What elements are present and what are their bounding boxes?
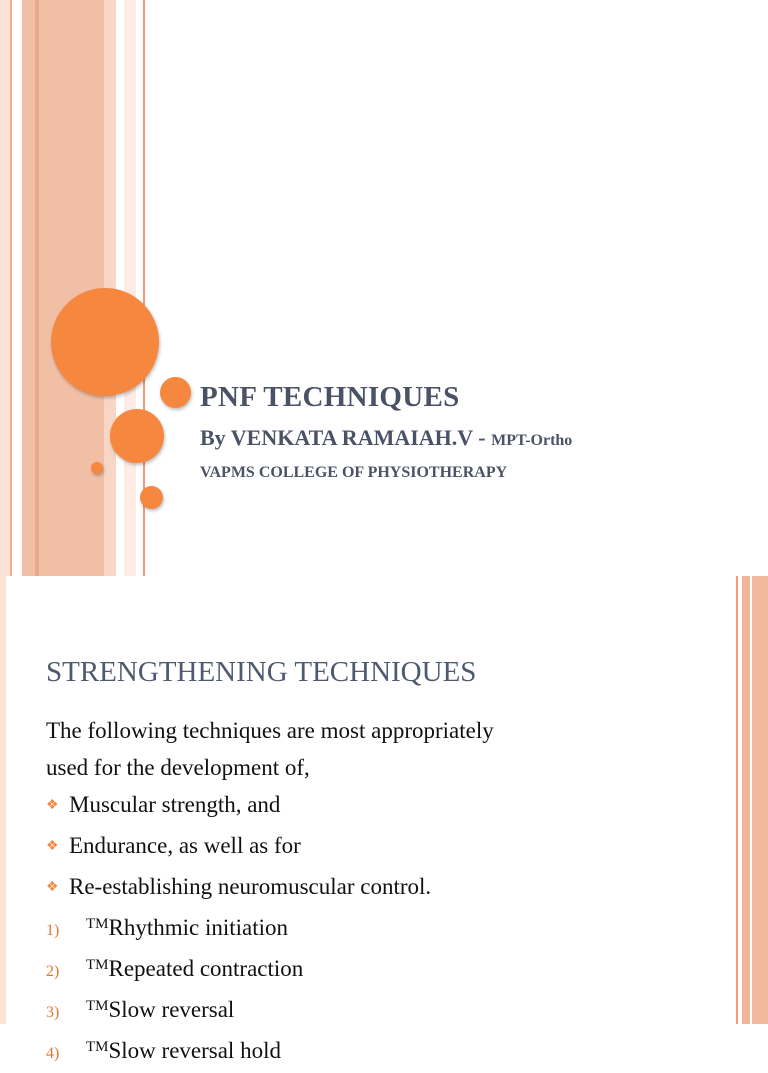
decorative-circle-small <box>140 486 163 509</box>
slide-body <box>46 712 606 1073</box>
author-byline <box>200 425 572 451</box>
author-name: By VENKATA RAMAIAH.V - <box>200 425 492 450</box>
numbered-item <box>46 1032 606 1073</box>
diamond-bullet-icon: ❖ <box>46 798 59 813</box>
intro-line: used for the development of, <box>46 755 310 780</box>
intro-line: The following techniques are most appropriately <box>46 718 494 743</box>
item-number: 1) <box>46 922 60 939</box>
content-slide <box>0 576 768 1063</box>
presentation-title: PNF TECHNIQUES <box>200 381 460 413</box>
list-item <box>46 827 606 868</box>
decorative-stripe <box>752 576 768 1024</box>
trademark-mark: TM <box>86 957 109 973</box>
decorative-stripe <box>0 0 10 576</box>
trademark-mark: TM <box>86 998 109 1014</box>
numbered-item <box>46 950 606 991</box>
college-name: VAPMS COLLEGE OF PHYSIOTHERAPY <box>200 464 508 481</box>
decorative-circle-tiny <box>91 462 103 474</box>
decorative-stripe <box>35 0 39 576</box>
decorative-stripe <box>736 576 738 1024</box>
bullet-text: Muscular strength, and <box>69 792 281 817</box>
slide-heading: STRENGTHENING TECHNIQUES <box>46 656 477 688</box>
numbered-item <box>46 991 606 1032</box>
item-text: Repeated contraction <box>108 956 304 981</box>
decorative-stripe <box>742 576 750 1024</box>
bullet-text: Endurance, as well as for <box>69 833 301 858</box>
decorative-stripe <box>124 0 136 576</box>
decorative-stripe <box>0 576 6 1024</box>
bullet-text: Re-establishing neuromuscular control. <box>69 874 432 899</box>
diamond-bullet-icon: ❖ <box>46 839 59 854</box>
item-text: Slow reversal <box>108 997 235 1022</box>
trademark-mark: TM <box>86 1039 109 1055</box>
item-number: 3) <box>46 1004 60 1021</box>
list-item <box>46 868 606 909</box>
trademark-mark: TM <box>86 916 109 932</box>
list-item <box>46 786 606 827</box>
decorative-circle-large <box>51 288 159 396</box>
decorative-circle-medium <box>110 409 164 463</box>
numbered-item <box>46 909 606 950</box>
item-number: 2) <box>46 963 60 980</box>
item-text: Slow reversal hold <box>108 1038 281 1063</box>
decorative-stripe <box>10 0 12 576</box>
decorative-circle-small <box>160 377 191 408</box>
item-number: 4) <box>46 1045 60 1062</box>
diamond-bullet-icon: ❖ <box>46 880 59 895</box>
author-qualification: MPT-Ortho <box>491 432 573 449</box>
item-text: Rhythmic initiation <box>108 915 289 940</box>
